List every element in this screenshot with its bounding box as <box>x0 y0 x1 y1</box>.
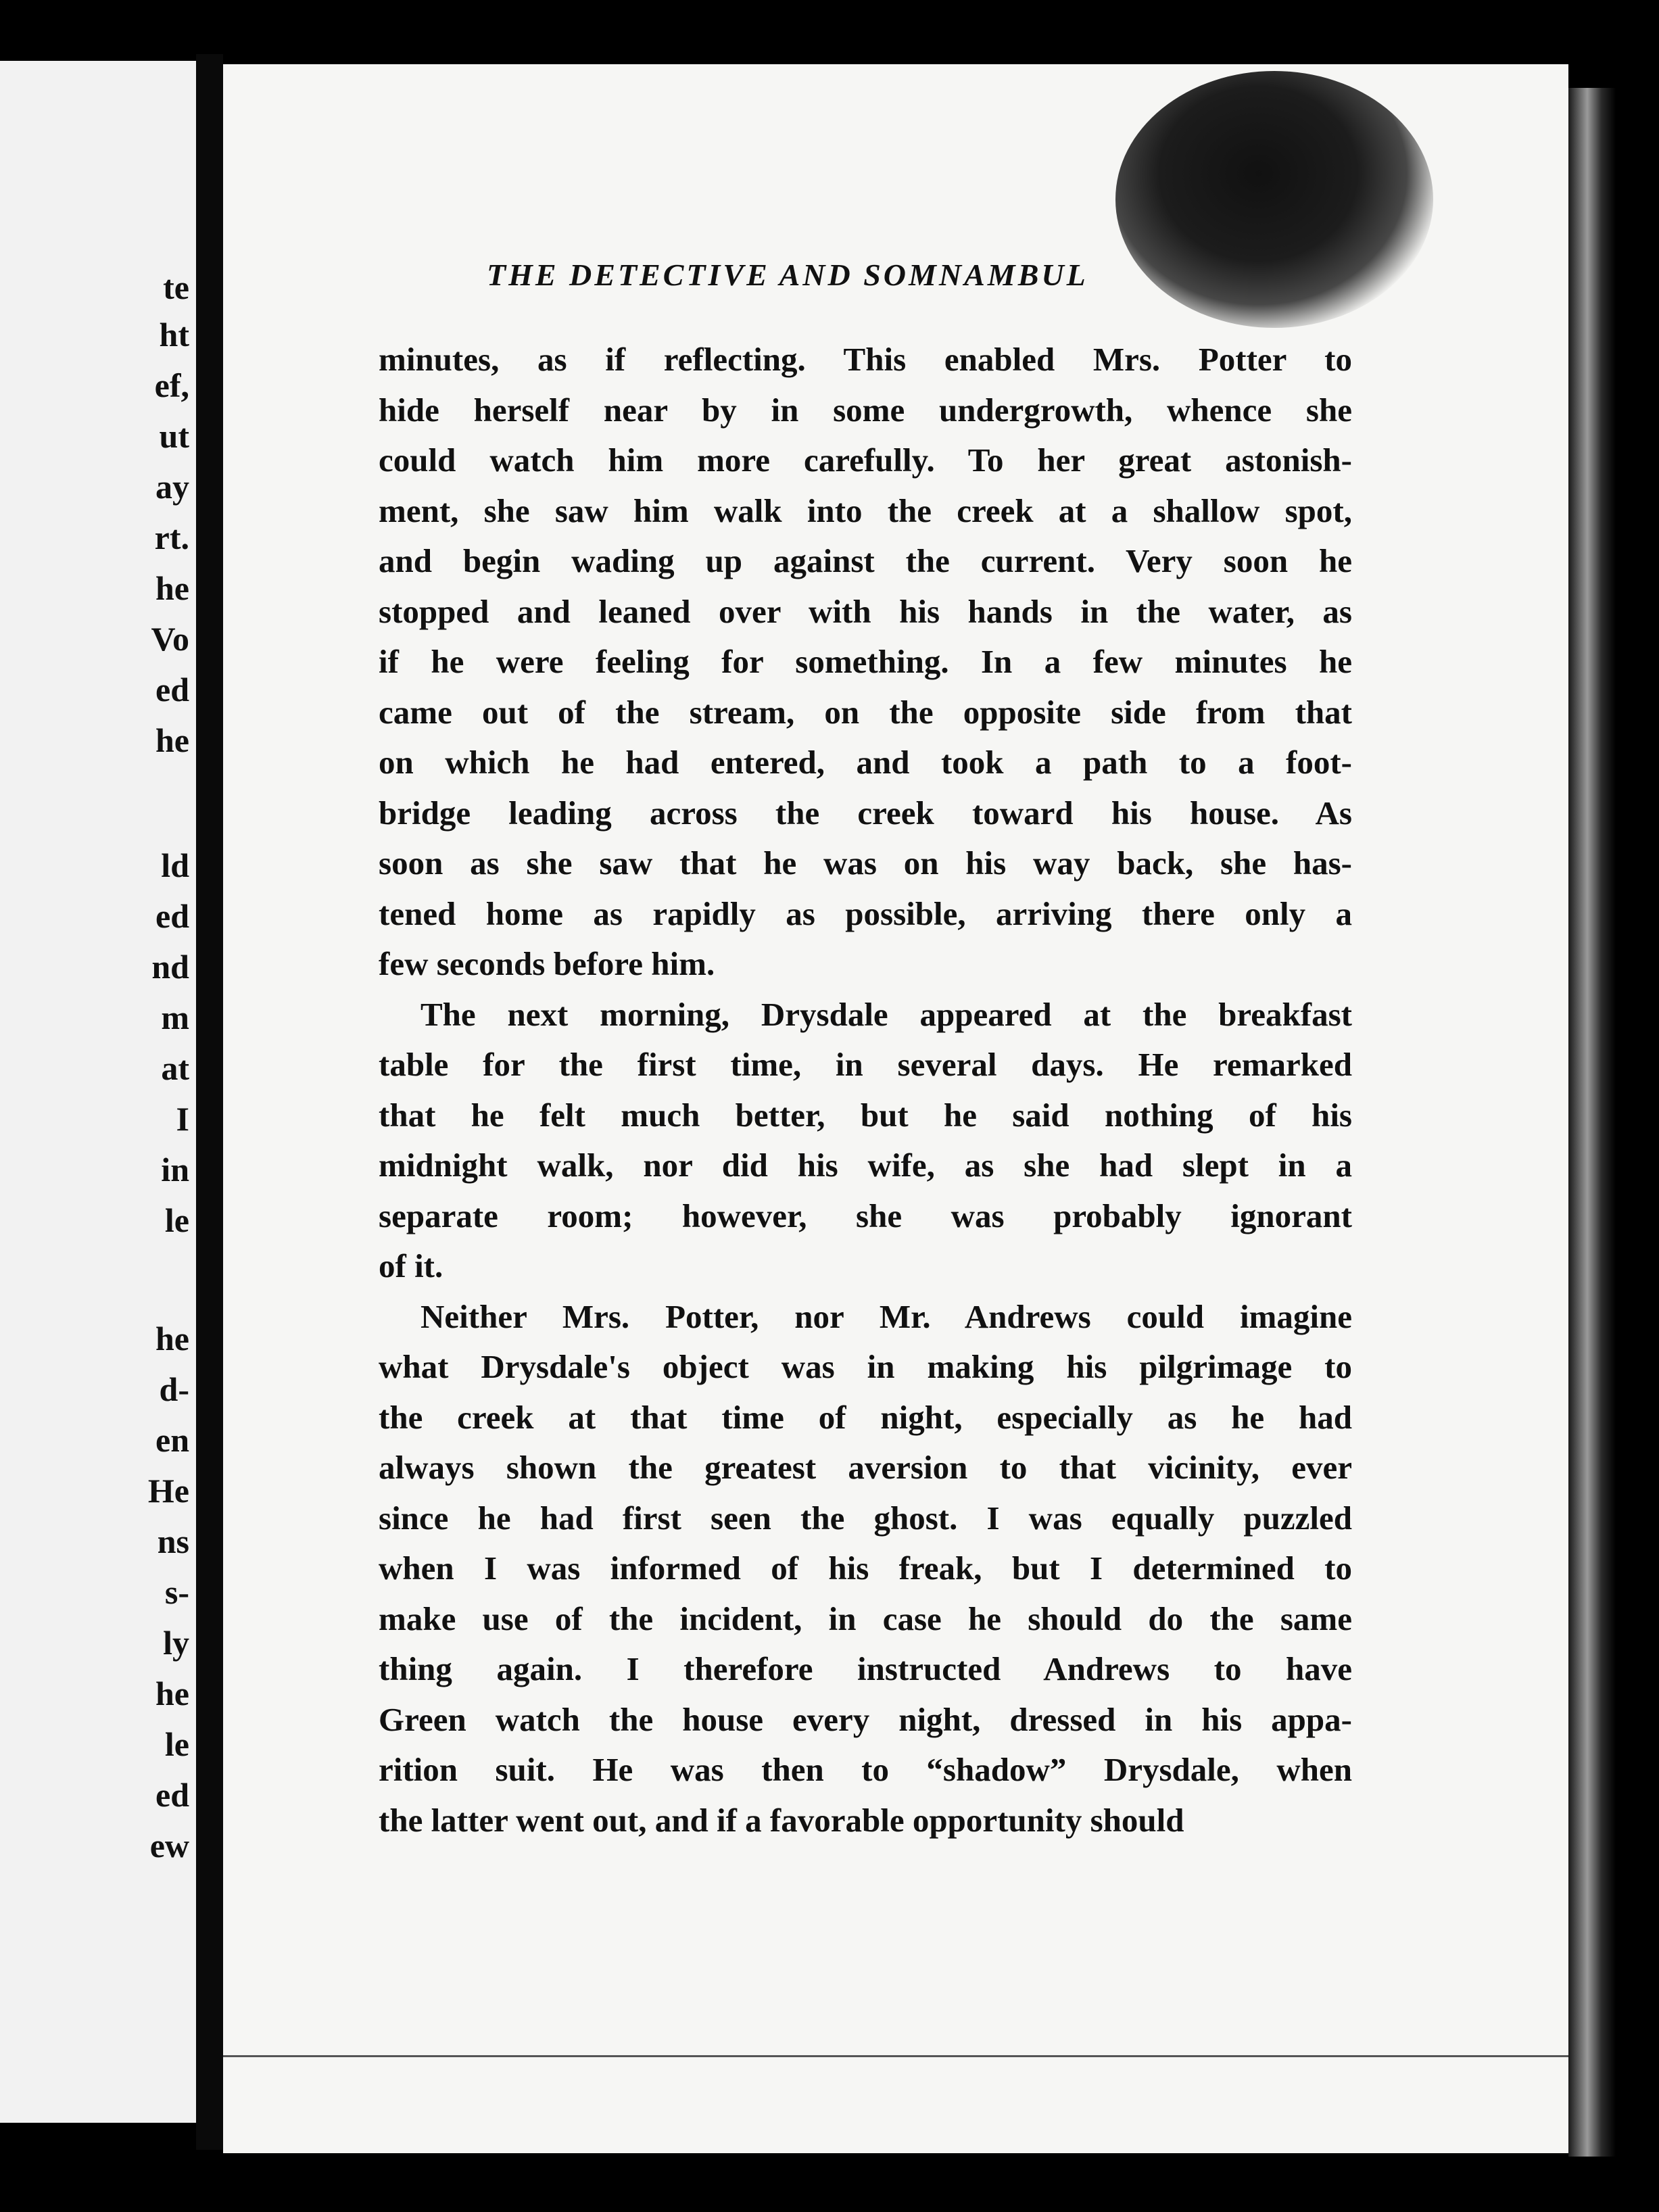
text-line: few seconds before him. <box>379 945 715 982</box>
text-line: make use of the incident, in case he should do the same <box>379 1600 1352 1637</box>
left-page-text-fragment: ay <box>155 468 189 506</box>
text-line: on which he had entered, and took a path to a foot- <box>379 744 1352 781</box>
text-line: when I was informed of his freak, but I determined to <box>379 1549 1352 1587</box>
left-page-text-fragment: ns <box>157 1522 189 1560</box>
left-page-text-fragment: te <box>163 268 189 306</box>
text-line: that he felt much better, but he said nothing of his <box>379 1096 1352 1134</box>
text-line: tened home as rapidly as possible, arriving there only a <box>379 894 1352 932</box>
left-page-text-fragment: ew <box>149 1827 189 1865</box>
left-page-text-fragment: he <box>155 1320 189 1357</box>
left-page-text-fragment: ld <box>161 846 189 884</box>
bottom-rule <box>223 2055 1568 2057</box>
left-page-text-fragment: ef, <box>154 366 189 404</box>
text-line: always shown the greatest aversion to that vicinity, ever <box>379 1449 1352 1486</box>
left-page-text-fragment: He <box>147 1472 189 1510</box>
left-page-text-fragment: rt. <box>154 519 189 556</box>
left-page-text-fragment: ed <box>155 897 189 935</box>
paragraph <box>379 1292 1352 1846</box>
left-page-text-fragment: nd <box>151 948 189 986</box>
text-line: The next morning, Drysdale appeared at the breakfast <box>420 995 1352 1033</box>
left-page-text-fragment: le <box>164 1201 189 1239</box>
left-page-text-fragment: he <box>155 721 189 759</box>
text-line: the creek at that time of night, especially as he had <box>379 1398 1352 1436</box>
text-line: hide herself near by in some undergrowth, whence she <box>379 391 1352 429</box>
text-line: since he had first seen the ghost. I was equally puzzled <box>379 1499 1352 1537</box>
text-line: Green watch the house every night, dressed in his appa- <box>379 1700 1352 1738</box>
text-line: thing again. I therefore instructed Andrews to have <box>379 1650 1352 1687</box>
left-page-fragment <box>0 61 196 2123</box>
main-page <box>223 64 1568 2153</box>
paragraph <box>379 335 1352 990</box>
text-line: soon as she saw that he was on his way back, she has- <box>379 844 1352 882</box>
text-line: midnight walk, nor did his wife, as she had slept in a <box>379 1147 1352 1184</box>
left-page-text-fragment: ht <box>159 316 189 354</box>
text-line: if he were feeling for something. In a few minutes he <box>379 643 1352 680</box>
text-line: and begin wading up against the current. Very soon he <box>379 542 1352 579</box>
left-page-text-fragment: Vo <box>151 620 189 658</box>
paragraph <box>379 990 1352 1292</box>
text-line: the latter went out, and if a favorable opportunity should <box>379 1801 1184 1839</box>
text-line: Neither Mrs. Potter, nor Mr. Andrews could imagine <box>420 1297 1352 1335</box>
left-page-text-fragment: d- <box>159 1370 189 1408</box>
text-line: of it. <box>379 1247 443 1284</box>
text-line: minutes, as if reflecting. This enabled Mrs. Potter to <box>379 341 1352 378</box>
text-line: table for the first time, in several days. He remarked <box>379 1046 1352 1083</box>
left-page-text-fragment: ly <box>163 1624 189 1662</box>
left-page-text-fragment: in <box>161 1151 189 1188</box>
text-line: separate room; however, she was probably ignorant <box>379 1197 1352 1234</box>
right-page-edge <box>1568 88 1616 2157</box>
left-page-text-fragment: at <box>161 1049 189 1087</box>
left-page-text-fragment: le <box>164 1725 189 1763</box>
left-page-text-fragment: I <box>176 1100 189 1138</box>
running-head: THE DETECTIVE AND SOMNAMBUL <box>487 258 1088 292</box>
ink-blot <box>1115 71 1433 328</box>
left-page-text-fragment: en <box>155 1421 189 1459</box>
text-line: came out of the stream, on the opposite side from that <box>379 693 1352 731</box>
left-page-text-fragment: m <box>161 999 189 1036</box>
text-line: could watch him more carefully. To her great astonish- <box>379 441 1352 479</box>
left-page-text-fragment: s- <box>164 1573 189 1611</box>
left-page-text-fragment: he <box>155 1675 189 1712</box>
left-page-text-fragment: ed <box>155 671 189 708</box>
text-line: what Drysdale's object was in making his pilgrimage to <box>379 1348 1352 1385</box>
left-page-text-fragment: ut <box>159 417 189 455</box>
text-line: ment, she saw him walk into the creek at a shallow spot, <box>379 491 1352 529</box>
book-gutter <box>196 54 223 2150</box>
left-page-text-fragment: ed <box>155 1776 189 1814</box>
text-line: stopped and leaned over with his hands in the water, as <box>379 592 1352 630</box>
left-page-text-fragment: he <box>155 569 189 607</box>
text-line: rition suit. He was then to “shadow” Drysdale, when <box>379 1751 1352 1788</box>
body-text <box>379 335 1352 1846</box>
text-line: bridge leading across the creek toward his house. As <box>379 794 1352 832</box>
